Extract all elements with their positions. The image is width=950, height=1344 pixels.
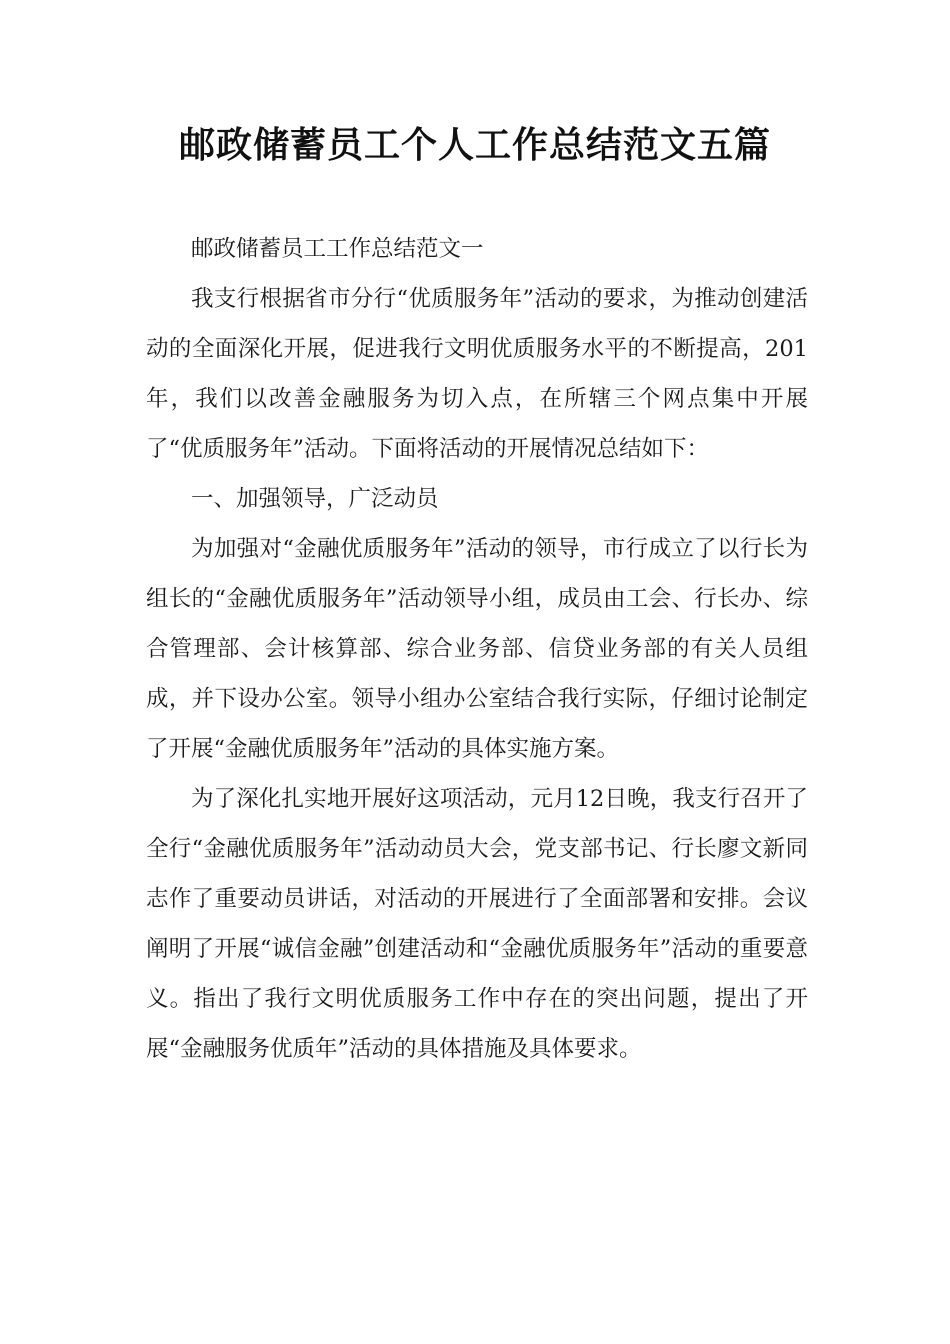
paragraph-intro: 我支行根据省市分行“优质服务年”活动的要求，为推动创建活动的全面深化开展，促进我行文明优质服务水平的不断提高，201年，我们以改善金融服务为切入点，在所辖三个网点集中开展了“优质服务年”活动。下面将活动的开展情况总结如下： — [146, 286, 808, 462]
paragraph-heading-1: 一、加强领导，广泛动员 — [191, 486, 439, 512]
paragraph-subtitle: 邮政储蓄员工工作总结范文一 — [191, 236, 484, 262]
paragraph-leadership: 为加强对“金融优质服务年”活动的领导，市行成立了以行长为组长的“金融优质服务年”活动领导小组，成员由工会、行长办、综合管理部、会计核算部、综合业务部、信贷业务部的有关人员组成，并下设办公室。领导小组办公室结合我行实际，仔细讨论制定了开展“金融优质服务年”活动的具体实施方案。 — [146, 536, 808, 762]
document-body — [146, 224, 808, 1074]
paragraph-mobilization: 为了深化扎实地开展好这项活动，元月12日晚，我支行召开了全行“金融优质服务年”活动动员大会，党支部书记、行长廖文新同志作了重要动员讲话，对活动的开展进行了全面部署和安排。会议阐明了开展“诚信金融”创建活动和“金融优质服务年”活动的重要意义。指出了我行文明优质服务工作中存在的突出问题，提出了开展“金融服务优质年”活动的具体措施及具体要求。 — [146, 786, 808, 1062]
document-title: 邮政储蓄员工个人工作总结范文五篇 — [178, 125, 771, 166]
